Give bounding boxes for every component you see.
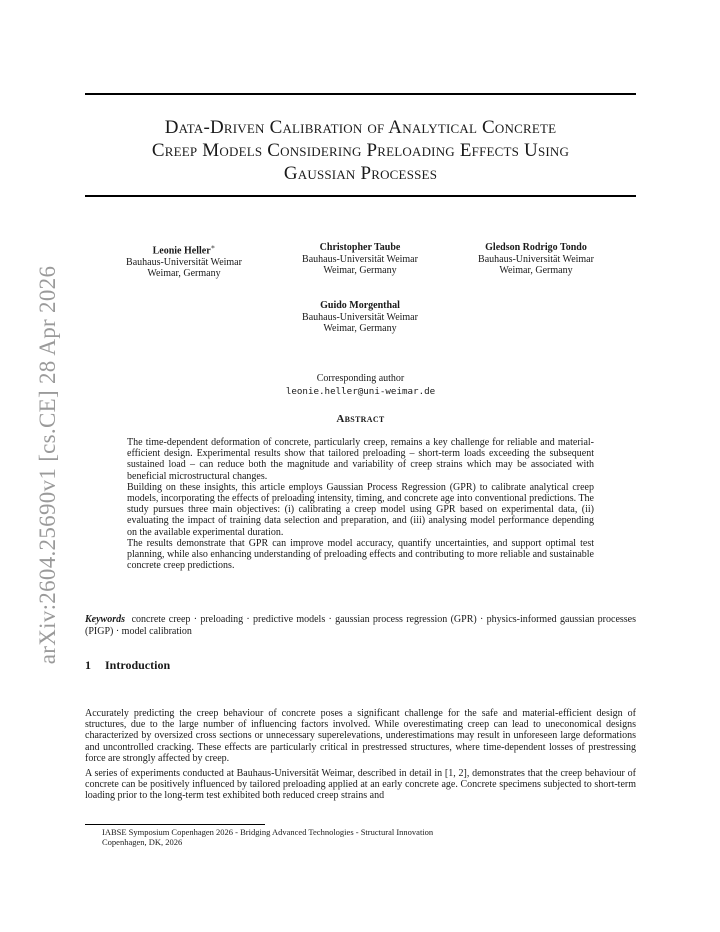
section-heading — [85, 658, 170, 673]
title-line-1: Data-Driven Calibration of Analytical Concrete — [164, 117, 557, 138]
title-line-3: Gaussian Processes — [283, 163, 438, 184]
keywords-text: concrete creep · preloading · predictive models · gaussian process regression (GPR) · physics-informed gaussian processes (PIGP) · model calibration — [85, 614, 637, 637]
author-affiliation: Bauhaus-Universität Weimar — [302, 253, 418, 265]
abstract-body — [127, 437, 594, 571]
body-paragraph: A series of experiments conducted at Bauhaus-Universität Weimar, described in detail in [1, 2], demonstrates that the creep behaviour of concrete can be positively influenced by tailored preloading applied at an early concrete age. Concrete specimens subjected to short-term loading prior to the long-term test exhibited both reduced creep strains and — [85, 768, 636, 802]
body-paragraph: Accurately predicting the creep behaviour of concrete poses a significant challenge for the safe and material-efficient design of structures, due to the large number of influencing factors involved. While overestimating creep can lead to uneconomical designs characterized by oversized cross sections or unnecessary superelevations, underestimations may result in unforeseen large deformations and uncontrolled cracking. These effects are particularly critical in prestressed structures, where time-dependent losses of prestressing force are strongly affected by creep. — [85, 708, 636, 764]
author-affiliation: Bauhaus-Universität Weimar — [302, 311, 418, 323]
author-affiliation: Bauhaus-Universität Weimar — [126, 256, 242, 268]
author-location: Weimar, Germany — [323, 265, 397, 276]
author-location: Weimar, Germany — [323, 323, 397, 334]
arxiv-identifier-stamp: arXiv:2604.25690v1 [cs.CE] 28 Apr 2026 — [35, 265, 60, 665]
author-card — [270, 242, 450, 277]
corresponding-author-email[interactable]: leonie.heller@uni-weimar.de — [285, 386, 436, 397]
paper-title — [85, 116, 636, 185]
author-card — [270, 300, 450, 335]
keywords-label: Keywords — [85, 614, 125, 625]
author-name: Guido Morgenthal — [320, 300, 400, 311]
abstract-paragraph: Building on these insights, this article employs Gaussian Process Regression (GPR) to calibrate analytical creep models, incorporating the effects of preloading intensity, timing, and concrete age into conventional predictions. The study pursues three main objectives: (i) calibrating a creep model using GPR based on experimental data, (ii) evaluating the impact of training data selection and preparation, and (iii) analysing model performance depending on the available experimental duration. — [127, 481, 594, 538]
corresponding-author-label: Corresponding author — [316, 373, 405, 384]
footnote-rule — [85, 824, 265, 825]
corresponding-author-block — [85, 372, 636, 398]
author-card — [94, 242, 274, 280]
abstract-paragraph: The time-dependent deformation of concrete, particularly creep, remains a key challenge for reliable and material-efficient design. Experimental results show that tailored preloading – short-term loads exceeding the subsequent sustained load – can reduce both the magnitude and variability of creep strains which may be associated with beneficial microstructural changes. — [127, 437, 594, 482]
author-location: Weimar, Germany — [499, 265, 573, 276]
keywords-block — [85, 614, 636, 637]
footnote-line: Copenhagen, DK, 2026 — [102, 837, 183, 847]
author-name: Leonie Heller∗ — [152, 243, 216, 257]
title-top-rule — [85, 93, 636, 95]
author-name: Christopher Taube — [319, 242, 401, 253]
title-line-2: Creep Models Considering Preloading Effects Using — [151, 140, 570, 161]
author-affiliation: Bauhaus-Universität Weimar — [478, 253, 594, 265]
body-text — [85, 708, 636, 806]
section-number: 1 — [85, 658, 91, 672]
author-card — [446, 242, 626, 277]
author-name: Gledson Rodrigo Tondo — [485, 242, 587, 253]
abstract-heading: Abstract — [336, 413, 385, 425]
author-location: Weimar, Germany — [147, 268, 221, 280]
title-bottom-rule — [85, 195, 636, 197]
abstract-paragraph: The results demonstrate that GPR can improve model accuracy, quantify uncertainties, and support optimal test planning, while also enhancing understanding of preloading effects and contributing to more reliable and sustainable concrete creep predictions. — [127, 537, 594, 572]
footnote-line: IABSE Symposium Copenhagen 2026 - Bridging Advanced Technologies - Structural Innovation — [102, 827, 434, 837]
section-title: Introduction — [105, 658, 171, 672]
footnote — [102, 827, 433, 847]
